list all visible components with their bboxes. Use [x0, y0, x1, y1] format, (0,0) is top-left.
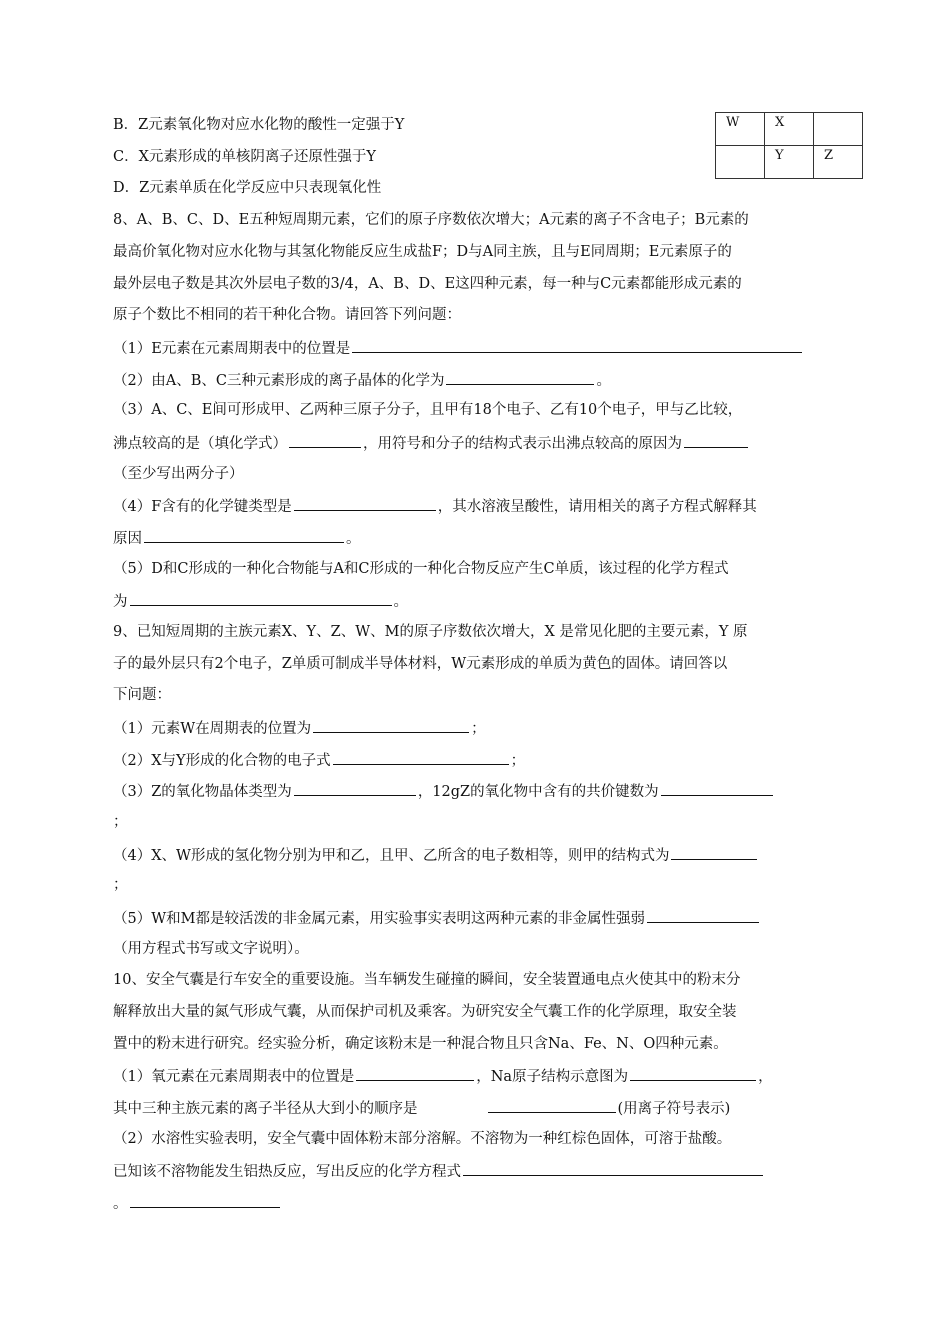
- question-10-part-2: [113, 1160, 839, 1182]
- question-8-part-3: （3）A、C、E间可形成甲、乙两种三原子分子，且甲有18个电子、乙有10个电子，甲与乙比较，: [113, 402, 743, 418]
- answer-blank[interactable]: [446, 369, 594, 385]
- option-c: C．X元素形成的单核阴离子还原性强于Y: [113, 149, 376, 165]
- question-9-part-3: [113, 780, 839, 802]
- option-b: B．Z元素氧化物对应水化物的酸性一定强于Y: [113, 117, 405, 133]
- answer-blank[interactable]: [144, 527, 344, 543]
- question-8-part-3: （至少写出两分子）: [113, 466, 244, 482]
- question-8-text: 最高价氧化物对应水化物与其氢化物能反应生成盐F；D与A同主族，且与E同周期；E元素原子的: [113, 244, 732, 260]
- question-9-text: 子的最外层只有2个电子，Z单质可制成半导体材料，W元素形成的单质为黄色的固体。请回答以: [113, 656, 728, 672]
- answer-blank[interactable]: [671, 844, 757, 860]
- question-text: （2）X与Y形成的化合物的电子式: [113, 753, 331, 769]
- table-cell: Y: [765, 146, 814, 179]
- question-text: （5）W和M都是较活泼的非金属元素，用实验事实表明这两种元素的非金属性强弱: [113, 911, 645, 927]
- question-8-text: 原子个数比不相同的若干种化合物。请回答下列问题：: [113, 307, 461, 323]
- answer-blank[interactable]: [352, 337, 802, 353]
- answer-blank[interactable]: [661, 780, 773, 796]
- question-text: （4）X、W形成的氢化物分别为甲和乙，且甲、乙所含的电子数相等，则甲的结构式为: [113, 848, 670, 864]
- answer-blank[interactable]: [294, 495, 436, 511]
- answer-blank[interactable]: [463, 1160, 763, 1176]
- question-text: （4）F含有的化学键类型是: [113, 499, 292, 515]
- answer-blank[interactable]: [356, 1065, 474, 1081]
- table-cell: X: [765, 113, 814, 146]
- question-text: (用离子符号表示): [617, 1101, 731, 1117]
- question-8-part-4: [113, 495, 839, 517]
- question-text: 。: [596, 373, 611, 389]
- question-text: 其中三种主族元素的离子半径从大到小的顺序是: [113, 1101, 418, 1117]
- question-text: （3）Z的氧化物晶体类型为: [113, 784, 292, 800]
- question-text: ；: [510, 753, 526, 769]
- question-9-part-5: [113, 907, 839, 929]
- question-10-part-2: [113, 1192, 839, 1214]
- question-text: ，12gZ的氧化物中含有的共价键数为: [417, 784, 659, 800]
- question-text: （1）氧元素在元素周期表中的位置是: [113, 1069, 355, 1085]
- question-10-part-2: （2）水溶性实验表明，安全气囊中固体粉末部分溶解。不溶物为一种红棕色固体，可溶于盐酸。: [113, 1131, 732, 1147]
- question-9-part-3: ；: [113, 814, 128, 830]
- question-text: ，Na原子结构示意图为: [476, 1069, 629, 1085]
- question-9-part-1: [113, 717, 839, 739]
- answer-blank[interactable]: [294, 780, 416, 796]
- question-9-part-4: ；: [113, 877, 128, 893]
- answer-blank[interactable]: [488, 1097, 616, 1113]
- question-text: 原因: [113, 531, 142, 547]
- question-text: （2）由A、B、C三种元素形成的离子晶体的化学为: [113, 373, 445, 389]
- question-8-part-5: [113, 590, 839, 612]
- question-text: 为: [113, 594, 128, 610]
- question-text: 。: [346, 531, 361, 547]
- answer-blank[interactable]: [630, 1065, 756, 1081]
- table-cell: Z: [814, 146, 863, 179]
- question-text: 。: [113, 1196, 128, 1212]
- question-text: ，其水溶液呈酸性，请用相关的离子方程式解释其: [437, 499, 757, 515]
- question-9-text: 9、已知短周期的主族元素X、Y、Z、W、M的原子序数依次增大，X 是常见化肥的主要元素，Y 原: [113, 624, 748, 640]
- answer-blank[interactable]: [130, 1192, 280, 1208]
- question-9-part-2: [113, 749, 839, 771]
- question-10-part-1: [113, 1065, 839, 1087]
- question-9-part-5: （用方程式书写或文字说明）。: [113, 941, 309, 957]
- question-9-text: 下问题：: [113, 687, 171, 703]
- answer-blank[interactable]: [647, 907, 759, 923]
- answer-blank[interactable]: [333, 749, 509, 765]
- answer-blank[interactable]: [130, 590, 392, 606]
- question-text: （1）E元素在元素周期表中的位置是: [113, 341, 351, 357]
- question-8-text: 8、A、B、C、D、E五种短周期元素，它们的原子序数依次增大；A元素的离子不含电子；B元素的: [113, 212, 749, 228]
- question-text: ，用符号和分子的结构式表示出沸点较高的原因为: [363, 436, 682, 452]
- answer-blank[interactable]: [289, 432, 361, 448]
- question-10-text: 置中的粉末进行研究。经实验分析，确定该粉末是一种混合物且只含Na、Fe、N、O四种元素。: [113, 1036, 728, 1052]
- question-text: 。: [393, 594, 408, 610]
- question-8-part-3: [113, 432, 839, 454]
- option-d: D．Z元素单质在化学反应中只表现氧化性: [113, 180, 382, 196]
- question-10-part-1: [113, 1097, 839, 1119]
- question-text: ；: [471, 721, 486, 737]
- answer-blank[interactable]: [684, 432, 748, 448]
- question-8-text: 最外层电子数是其次外层电子数的3/4，A、B、D、E这四种元素，每一种与C元素都能形成元素的: [113, 276, 742, 292]
- table-cell: W: [716, 113, 765, 146]
- answer-blank[interactable]: [313, 717, 469, 733]
- question-text: 已知该不溶物能发生铝热反应，写出反应的化学方程式: [113, 1164, 461, 1180]
- question-8-part-4: [113, 527, 839, 549]
- question-text: ，: [758, 1069, 773, 1085]
- question-9-part-4: [113, 844, 839, 866]
- question-8-part-2: [113, 369, 839, 391]
- question-text: 沸点较高的是（填化学式）: [113, 436, 287, 452]
- question-8-part-5: （5）D和C形成的一种化合物能与A和C形成的一种化合物反应产生C单质，该过程的化学方程式: [113, 561, 729, 577]
- question-10-text: 解释放出大量的氮气形成气囊，从而保护司机及乘客。为研究安全气囊工作的化学原理，取安全装: [113, 1004, 737, 1020]
- question-text: （1）元素W在周期表的位置为: [113, 721, 312, 737]
- question-8-part-1: [113, 337, 839, 359]
- question-10-text: 10、安全气囊是行车安全的重要设施。当车辆发生碰撞的瞬间，安全装置通电点火使其中的粉末分: [113, 972, 741, 988]
